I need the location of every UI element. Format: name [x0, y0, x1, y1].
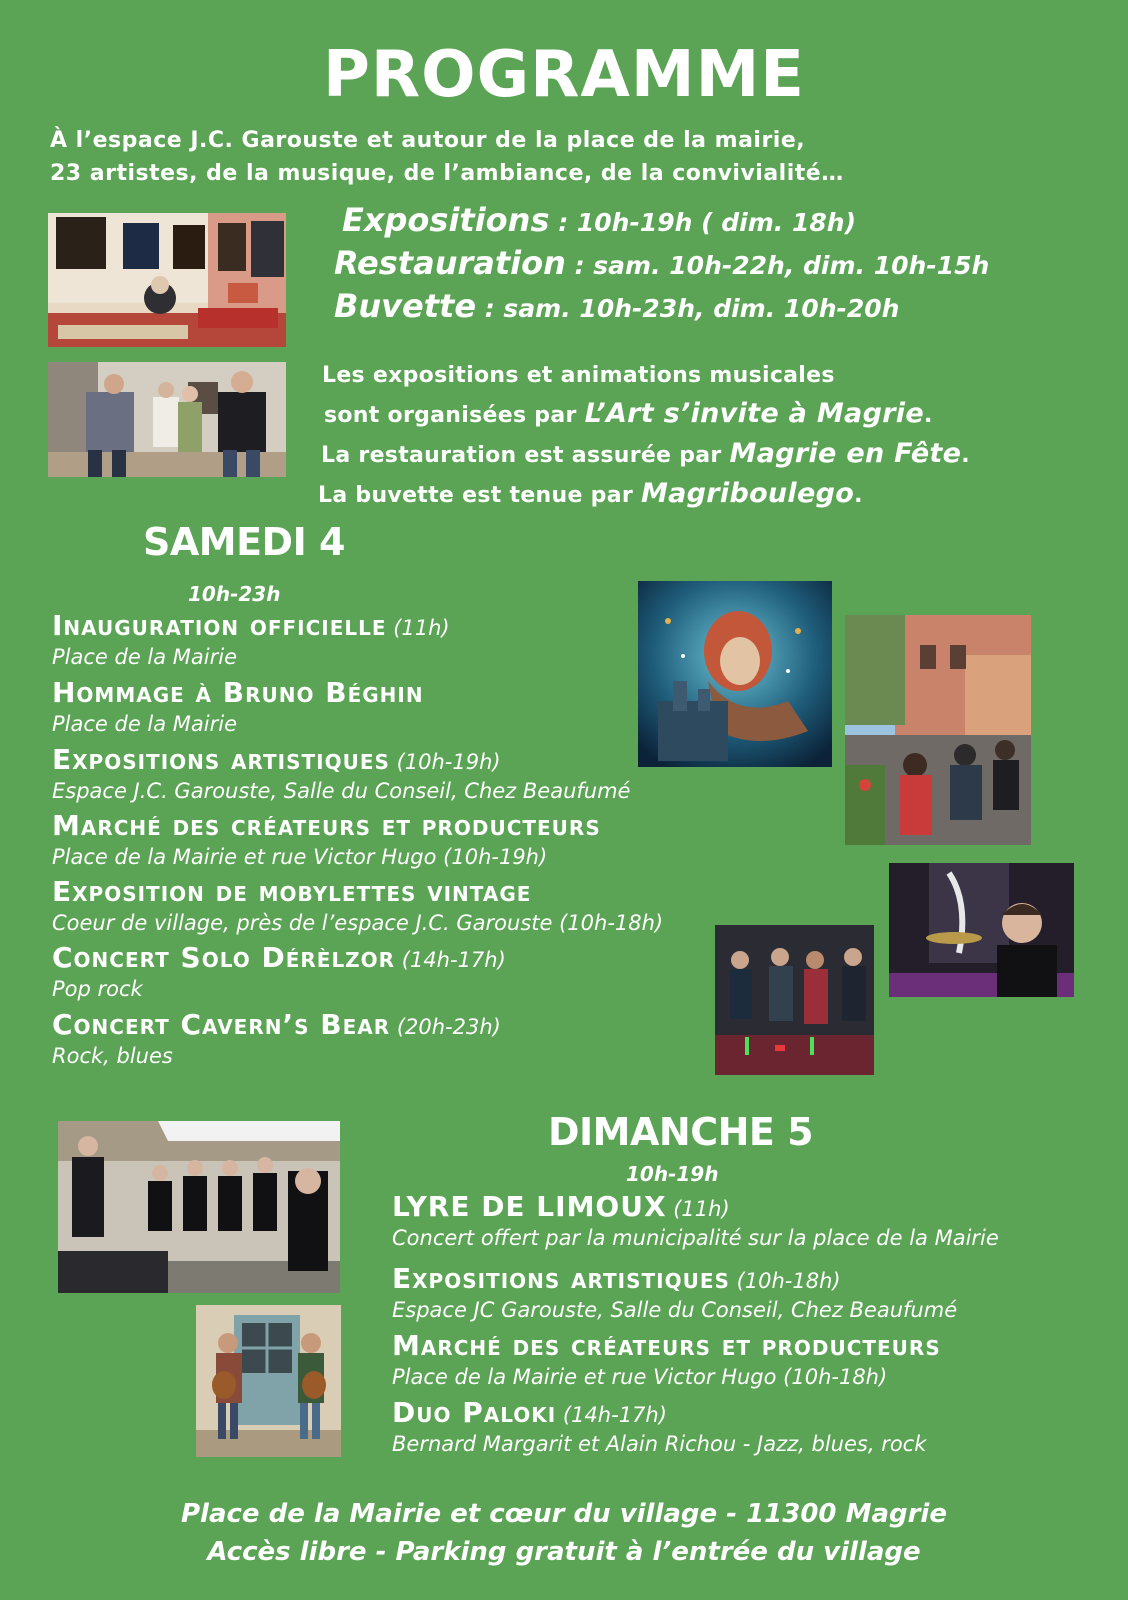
event-name: LYRE DE LIMOUX	[392, 1190, 667, 1223]
street-crowd-photo	[845, 615, 1031, 845]
organiser-magrie-en-fete: Magrie en Fête	[729, 438, 962, 469]
band-concert-art	[715, 925, 874, 1075]
event-name: Expositions artistiques	[392, 1262, 730, 1295]
organisers-line-1: Les expositions et animations musicales	[322, 363, 835, 388]
hours-resto-label: Restauration	[334, 244, 566, 282]
underwater-artwork-art	[638, 581, 832, 767]
exhibition-photo	[48, 213, 286, 347]
event-detail: Rock, blues	[52, 1044, 173, 1068]
event-time: (10h-18h)	[729, 1269, 841, 1293]
event-detail: Place de la Mairie et rue Victor Hugo (10h-19h)	[52, 845, 548, 869]
event-concert-derelzor	[52, 943, 506, 1003]
duo-paloki-photo	[196, 1305, 341, 1457]
visitors-photo-art	[48, 362, 286, 477]
event-expositions-sun	[392, 1264, 957, 1324]
underwater-artwork-photo	[638, 581, 832, 767]
event-time: (11h)	[666, 1197, 730, 1221]
event-detail: Place de la Mairie et rue Victor Hugo (10h-18h)	[392, 1365, 888, 1389]
footer-access: Accès libre - Parking gratuit à l’entrée du village	[207, 1537, 921, 1567]
event-expositions-sat	[52, 745, 630, 805]
organisers-line-3-pre: La restauration est assurée par	[321, 443, 730, 468]
hours-buvette-value: : sam. 10h-23h, dim. 10h-20h	[476, 294, 900, 323]
event-detail: Concert offert par la municipalité sur la place de la Mairie	[392, 1226, 999, 1250]
organisers-line-2-pre: sont organisées par	[324, 403, 585, 428]
exhibition-photo-art	[48, 213, 286, 347]
event-name: Marché des créateurs et producteurs	[392, 1329, 941, 1362]
event-marche-sun	[392, 1331, 941, 1391]
organiser-magriboulego: Magriboulego	[640, 478, 855, 509]
hours-buvette-label: Buvette	[334, 287, 477, 325]
street-crowd-art	[845, 615, 1031, 845]
event-detail: Espace J.C. Garouste, Salle du Conseil, Chez Beaufumé	[52, 779, 631, 803]
event-name: Exposition de mobylettes vintage	[52, 875, 532, 908]
solo-singer-art	[889, 863, 1074, 997]
opening-hours	[334, 200, 990, 329]
sunday-hours: 10h-19h	[626, 1162, 719, 1186]
hours-resto-value: : sam. 10h-22h, dim. 10h-15h	[565, 251, 990, 280]
hours-expo-value: : 10h-19h ( dim. 18h)	[549, 208, 857, 237]
organisers-line-3-post: .	[961, 443, 970, 468]
event-lyre-limoux	[392, 1192, 999, 1252]
event-time: (14h-17h)	[556, 1403, 667, 1427]
saturday-hours: 10h-23h	[188, 582, 281, 606]
intro-line-1: À l’espace J.C. Garouste et autour de la place de la mairie,	[50, 128, 806, 153]
event-name: Concert Solo Dérèlzor	[52, 941, 396, 974]
event-duo-paloki	[392, 1398, 926, 1458]
event-hommage	[52, 678, 424, 738]
organisers-line-2-post: .	[923, 403, 933, 428]
event-name: Concert Cavern’s Bear	[52, 1008, 391, 1041]
event-time: (20h-23h)	[390, 1015, 501, 1039]
sunday-title: DIMANCHE 5	[548, 1110, 814, 1154]
organiser-art-magrie: L’Art s’invite à Magrie	[584, 398, 924, 429]
orchestra-art	[58, 1121, 340, 1293]
event-name: Marché des créateurs et producteurs	[52, 809, 601, 842]
event-detail: Place de la Mairie	[52, 645, 238, 669]
hours-expo-label: Expositions	[342, 201, 550, 239]
intro-text	[50, 124, 844, 190]
duo-paloki-art	[196, 1305, 341, 1457]
event-detail: Espace JC Garouste, Salle du Conseil, Chez Beaufumé	[392, 1298, 958, 1322]
event-name: Inauguration officielle	[52, 609, 387, 642]
event-name: Expositions artistiques	[52, 743, 390, 776]
event-mobylettes	[52, 877, 663, 937]
event-detail: Coeur de village, près de l’espace J.C. Garouste (10h-18h)	[52, 911, 664, 935]
saturday-title: SAMEDI 4	[143, 520, 345, 564]
footer-location: Place de la Mairie et cœur du village - 11300 Magrie	[181, 1499, 947, 1529]
event-detail: Place de la Mairie	[52, 712, 238, 736]
event-detail: Pop rock	[52, 977, 143, 1001]
intro-line-2: 23 artistes, de la musique, de l’ambiance, de la convivialité…	[50, 161, 844, 186]
event-marche-sat	[52, 811, 601, 871]
orchestra-photo	[58, 1121, 340, 1293]
organisers-text	[318, 357, 970, 515]
event-inauguration	[52, 611, 450, 671]
solo-singer-photo	[889, 863, 1074, 997]
event-time: (10h-19h)	[389, 750, 501, 774]
organisers-line-4-post: .	[854, 483, 863, 508]
band-concert-photo	[715, 925, 874, 1075]
organisers-line-4-pre: La buvette est tenue par	[318, 483, 641, 508]
event-time: (14h-17h)	[395, 948, 506, 972]
event-concert-caverns-bear	[52, 1010, 501, 1070]
event-time: (11h)	[386, 616, 450, 640]
visitors-photo	[48, 362, 286, 477]
event-detail: Bernard Margarit et Alain Richou - Jazz, blues, rock	[392, 1432, 927, 1456]
footer	[0, 1495, 1128, 1571]
page-title: PROGRAMME	[322, 38, 806, 112]
event-name: Duo Paloki	[392, 1396, 557, 1429]
event-name: Hommage à Bruno Béghin	[52, 676, 424, 709]
